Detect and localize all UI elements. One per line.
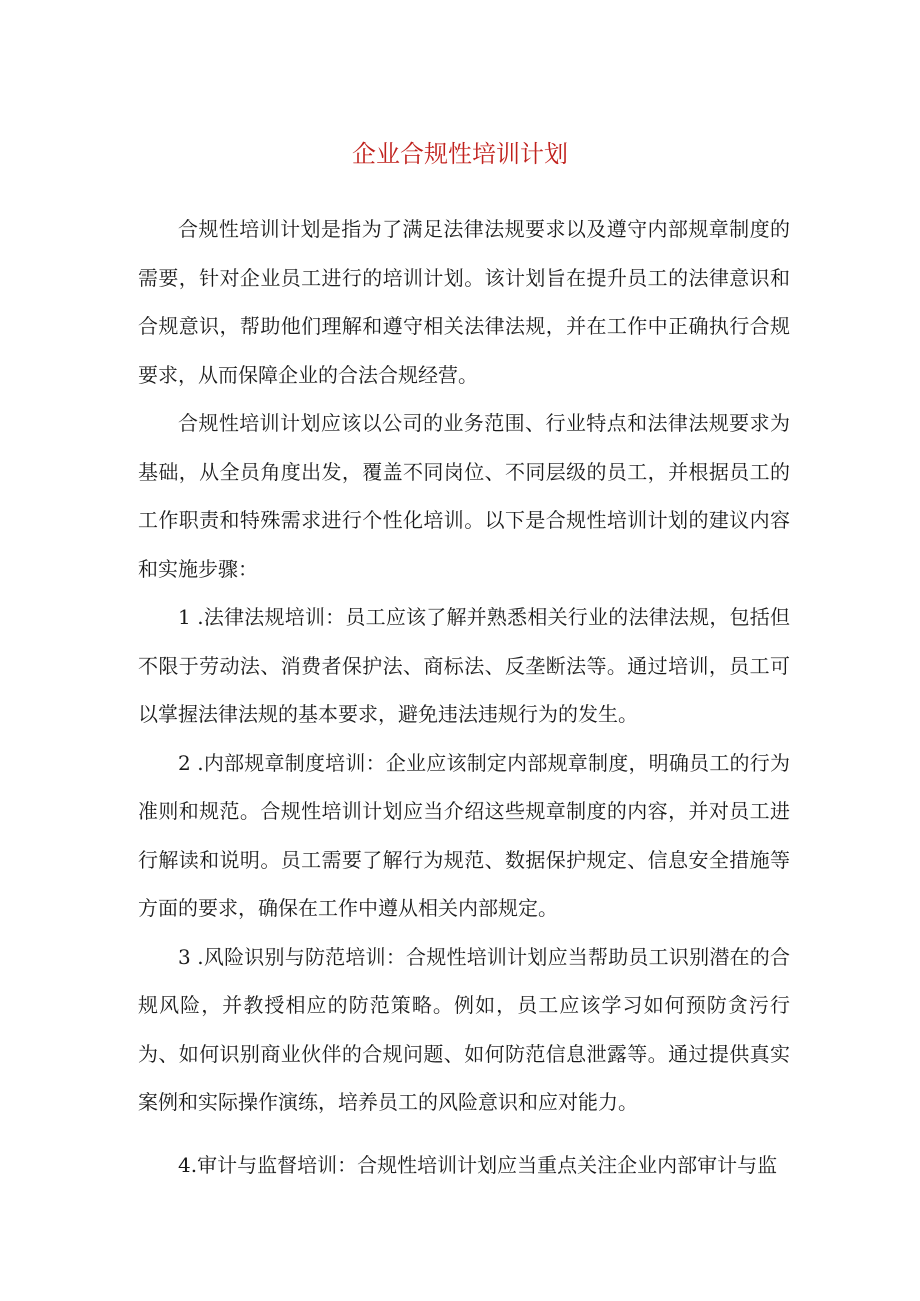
document-body <box>138 205 790 1189</box>
paragraph-item-4: 4.审计与监督培训：合规性培训计划应当重点关注企业内部审计与监 <box>178 1152 778 1177</box>
document-title: 企业合规性培训计划 <box>352 140 568 168</box>
paragraph-item-1: 1 .法律法规培训：员工应该了解并熟悉相关行业的法律法规，包括但不限于劳动法、消费者保护法、商标法、反垄断法等。通过培训，员工可以掌握法律法规的基本要求，避免违法违规行为的发生。 <box>138 605 790 726</box>
paragraph-intro: 合规性培训计划是指为了满足法律法规要求以及遵守内部规章制度的需要，针对企业员工进行的培训计划。该计划旨在提升员工的法律意识和合规意识，帮助他们理解和遵守相关法律法规，并在工作中正确执行合规要求，从而保障企业的合法合规经营。 <box>138 217 790 387</box>
paragraph-basis: 合规性培训计划应该以公司的业务范围、行业特点和法律法规要求为基础，从全员角度出发，覆盖不同岗位、不同层级的员工，并根据员工的工作职责和特殊需求进行个性化培训。以下是合规性培训计划的建议内容和实施步骤： <box>138 411 790 581</box>
paragraph-item-2: 2 .内部规章制度培训：企业应该制定内部规章制度，明确员工的行为准则和规范。合规性培训计划应当介绍这些规章制度的内容，并对员工进行解读和说明。员工需要了解行为规范、数据保护规定、信息安全措施等方面的要求，确保在工作中遵从相关内部规定。 <box>138 750 790 920</box>
paragraph-item-3: 3 .风险识别与防范培训：合规性培训计划应当帮助员工识别潜在的合规风险，并教授相应的防范策略。例如，员工应该学习如何预防贪污行为、如何识别商业伙伴的合规问题、如何防范信息泄露等。通过提供真实案例和实际操作演练，培养员工的风险意识和应对能力。 <box>138 944 790 1114</box>
